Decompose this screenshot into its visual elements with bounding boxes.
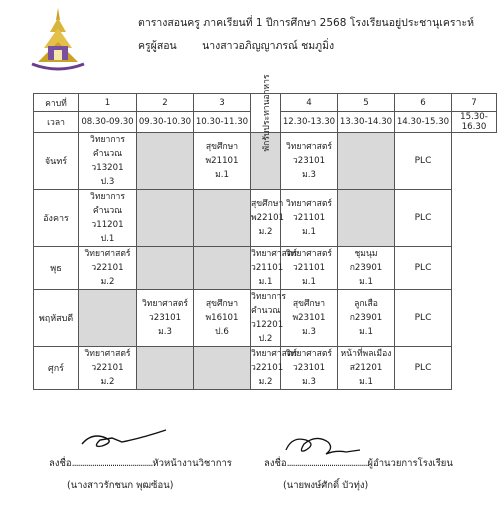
lunch-break-column bbox=[251, 74, 281, 152]
class-slot bbox=[281, 347, 338, 390]
class-level: ม.1 bbox=[215, 170, 229, 180]
subject-name: วิทยาศาสตร์ bbox=[285, 249, 333, 259]
subject-name: PLC bbox=[414, 263, 432, 273]
sign-role: ผู้อำนวยการโรงเรียน bbox=[367, 458, 453, 469]
class-slot bbox=[395, 290, 452, 347]
class-slot bbox=[194, 290, 251, 347]
subject-name: วิทยาศาสตร์ bbox=[141, 299, 189, 309]
signature-left-name: (นางสาวรักชนก พุฒซ้อน) bbox=[67, 480, 174, 491]
class-slot bbox=[79, 133, 137, 190]
signature-left-line bbox=[49, 456, 232, 471]
subject-name: PLC bbox=[414, 313, 432, 323]
day-row bbox=[34, 347, 497, 390]
empty-slot bbox=[137, 347, 194, 390]
period-number: 6 bbox=[395, 94, 452, 112]
class-slot bbox=[251, 290, 286, 347]
empty-slot bbox=[194, 347, 251, 390]
class-slot bbox=[338, 290, 395, 347]
period-number: 1 bbox=[79, 94, 137, 112]
teacher-label: ครูผู้สอน bbox=[138, 40, 177, 52]
subject-name: วิทยาศาสตร์ bbox=[251, 349, 298, 359]
period-number: 3 bbox=[194, 94, 251, 112]
class-level: ป.2 bbox=[258, 334, 273, 344]
subject-name: วิทยาศาสตร์ bbox=[84, 349, 131, 359]
class-level: ป.1 bbox=[100, 234, 115, 244]
class-slot bbox=[137, 290, 194, 347]
subject-name: สุขศึกษา bbox=[292, 299, 326, 309]
day-row bbox=[34, 290, 497, 347]
sign-prefix: ลงชื่อ bbox=[264, 458, 287, 469]
subject-name: วิทยาศาสตร์ bbox=[84, 249, 131, 259]
day-row bbox=[34, 247, 497, 290]
sign-dots: ........................................ bbox=[286, 458, 368, 469]
empty-slot bbox=[137, 190, 194, 247]
class-slot bbox=[281, 247, 338, 290]
subject-name: วิทยาศาสตร์ bbox=[285, 199, 333, 209]
subject-name: วิทยาการคำนวณ bbox=[90, 192, 125, 216]
time-slot: 15.30-16.30 bbox=[452, 112, 497, 133]
subject-name: ชุมนุม bbox=[354, 249, 378, 259]
lunch-break-label: พักรับประทานอาหาร bbox=[261, 74, 272, 152]
class-level: ม.1 bbox=[258, 277, 273, 287]
class-level: ม.1 bbox=[359, 327, 373, 337]
subject-code: พ23101 bbox=[292, 313, 326, 323]
class-level: ม.3 bbox=[158, 327, 172, 337]
subject-name: สุขศึกษา bbox=[251, 199, 284, 209]
class-slot bbox=[79, 347, 137, 390]
empty-slot bbox=[137, 247, 194, 290]
period-number: 7 bbox=[452, 94, 497, 112]
subject-name: หน้าที่พลเมือง bbox=[340, 349, 392, 359]
class-slot bbox=[395, 347, 452, 390]
period-number: 2 bbox=[137, 94, 194, 112]
subject-code: พ16101 bbox=[205, 313, 239, 323]
day-row bbox=[34, 190, 497, 247]
time-slot: 13.30-14.30 bbox=[338, 112, 395, 133]
subject-code: ว11201 bbox=[91, 220, 124, 230]
day-name: อังคาร bbox=[34, 190, 79, 247]
day-name: ศุกร์ bbox=[34, 347, 79, 390]
day-name: พุธ bbox=[34, 247, 79, 290]
empty-slot bbox=[79, 290, 137, 347]
period-label: คาบที่ bbox=[34, 94, 79, 112]
empty-slot bbox=[194, 247, 251, 290]
time-label: เวลา bbox=[34, 112, 79, 133]
day-name: พฤหัสบดี bbox=[34, 290, 79, 347]
timetable bbox=[33, 74, 497, 390]
class-slot bbox=[281, 133, 338, 190]
class-level: ป.6 bbox=[215, 327, 229, 337]
time-slot: 12.30-13.30 bbox=[281, 112, 338, 133]
day-name: จันทร์ bbox=[34, 133, 79, 190]
teacher-line bbox=[138, 37, 334, 54]
class-slot bbox=[338, 347, 395, 390]
signature-left-scribble bbox=[62, 424, 172, 452]
class-level: ม.1 bbox=[359, 277, 373, 287]
class-slot bbox=[395, 133, 452, 190]
class-level: ม.3 bbox=[302, 327, 316, 337]
class-slot bbox=[251, 247, 298, 290]
subject-name: สุขศึกษา bbox=[205, 142, 239, 152]
subject-name: PLC bbox=[414, 213, 432, 223]
class-level: ม.3 bbox=[302, 170, 316, 180]
class-slot bbox=[395, 190, 452, 247]
period-number: 5 bbox=[338, 94, 395, 112]
subject-name: วิทยาศาสตร์ bbox=[251, 249, 298, 259]
subject-code: ก23901 bbox=[349, 313, 383, 323]
subject-code: ว21101 bbox=[251, 263, 284, 273]
subject-name: วิทยาศาสตร์ bbox=[285, 142, 333, 152]
page-title: ตารางสอนครู ภาคเรียนที่ 1 ปีการศึกษา 2568 โรงเรียนอยู่ประชานุเคราะห์ bbox=[138, 17, 475, 29]
school-logo bbox=[26, 6, 90, 74]
empty-slot bbox=[194, 190, 251, 247]
subject-name: สุขศึกษา bbox=[205, 299, 239, 309]
subject-code: ว21101 bbox=[292, 213, 326, 223]
class-slot bbox=[79, 247, 137, 290]
sign-prefix: ลงชื่อ bbox=[49, 458, 72, 469]
subject-code: ว23101 bbox=[292, 363, 326, 373]
subject-code: ส21201 bbox=[349, 363, 383, 373]
class-level: ม.1 bbox=[302, 277, 316, 287]
class-level: ม.2 bbox=[258, 377, 273, 387]
subject-code: ว12201 bbox=[251, 320, 284, 330]
pagoda-emblem-icon bbox=[38, 8, 78, 62]
class-slot bbox=[194, 133, 251, 190]
sign-role: หัวหน้างานวิชาการ bbox=[152, 458, 232, 469]
sign-dots: ........................................ bbox=[71, 458, 153, 469]
subject-code: พ22101 bbox=[251, 213, 285, 223]
subject-name: ลูกเสือ bbox=[354, 299, 378, 309]
subject-name: วิทยาการคำนวณ bbox=[90, 135, 125, 159]
signature-right-line bbox=[264, 456, 453, 471]
class-slot bbox=[281, 190, 338, 247]
class-level: ม.2 bbox=[100, 377, 115, 387]
empty-slot bbox=[137, 133, 194, 190]
time-slot: 08.30-09.30 bbox=[79, 112, 137, 133]
class-slot bbox=[79, 190, 137, 247]
subject-code: ว22101 bbox=[91, 263, 124, 273]
class-level: ม.1 bbox=[302, 227, 316, 237]
class-level: ม.2 bbox=[100, 277, 115, 287]
subject-code: ว22101 bbox=[251, 363, 284, 373]
class-slot bbox=[395, 247, 452, 290]
class-level: ม.1 bbox=[359, 377, 373, 387]
subject-code: ว23101 bbox=[292, 156, 326, 166]
class-slot bbox=[338, 247, 395, 290]
period-number: 4 bbox=[281, 94, 338, 112]
time-slot: 10.30-11.30 bbox=[194, 112, 251, 133]
period-row bbox=[34, 94, 497, 112]
class-slot bbox=[251, 190, 285, 247]
subject-code: ว13201 bbox=[91, 163, 124, 173]
class-slot bbox=[251, 347, 298, 390]
subject-name: วิทยาศาสตร์ bbox=[285, 349, 333, 359]
subject-code: ว22101 bbox=[91, 363, 124, 373]
teacher-name: นางสาวอภิญญาภรณ์ ชมภูมิ่ง bbox=[202, 40, 335, 52]
subject-code: พ21101 bbox=[205, 156, 239, 166]
subject-name: PLC bbox=[414, 363, 432, 373]
class-level: ม.2 bbox=[258, 227, 273, 237]
subject-name: วิทยาการคำนวณ bbox=[251, 292, 286, 316]
subject-code: ก23901 bbox=[349, 263, 383, 273]
empty-slot bbox=[338, 190, 395, 247]
class-slot bbox=[281, 290, 338, 347]
subject-name: PLC bbox=[414, 156, 432, 166]
class-level: ม.3 bbox=[302, 377, 316, 387]
signature-right-name: (นายพงษ์ศักดิ์ บัวทุ่ง) bbox=[283, 480, 369, 491]
subject-code: ว21101 bbox=[292, 263, 326, 273]
empty-slot bbox=[338, 133, 395, 190]
subject-code: ว23101 bbox=[148, 313, 182, 323]
time-slot: 09.30-10.30 bbox=[137, 112, 194, 133]
class-level: ป.3 bbox=[100, 177, 115, 187]
signature-right-scribble bbox=[276, 432, 366, 458]
time-slot: 14.30-15.30 bbox=[395, 112, 452, 133]
